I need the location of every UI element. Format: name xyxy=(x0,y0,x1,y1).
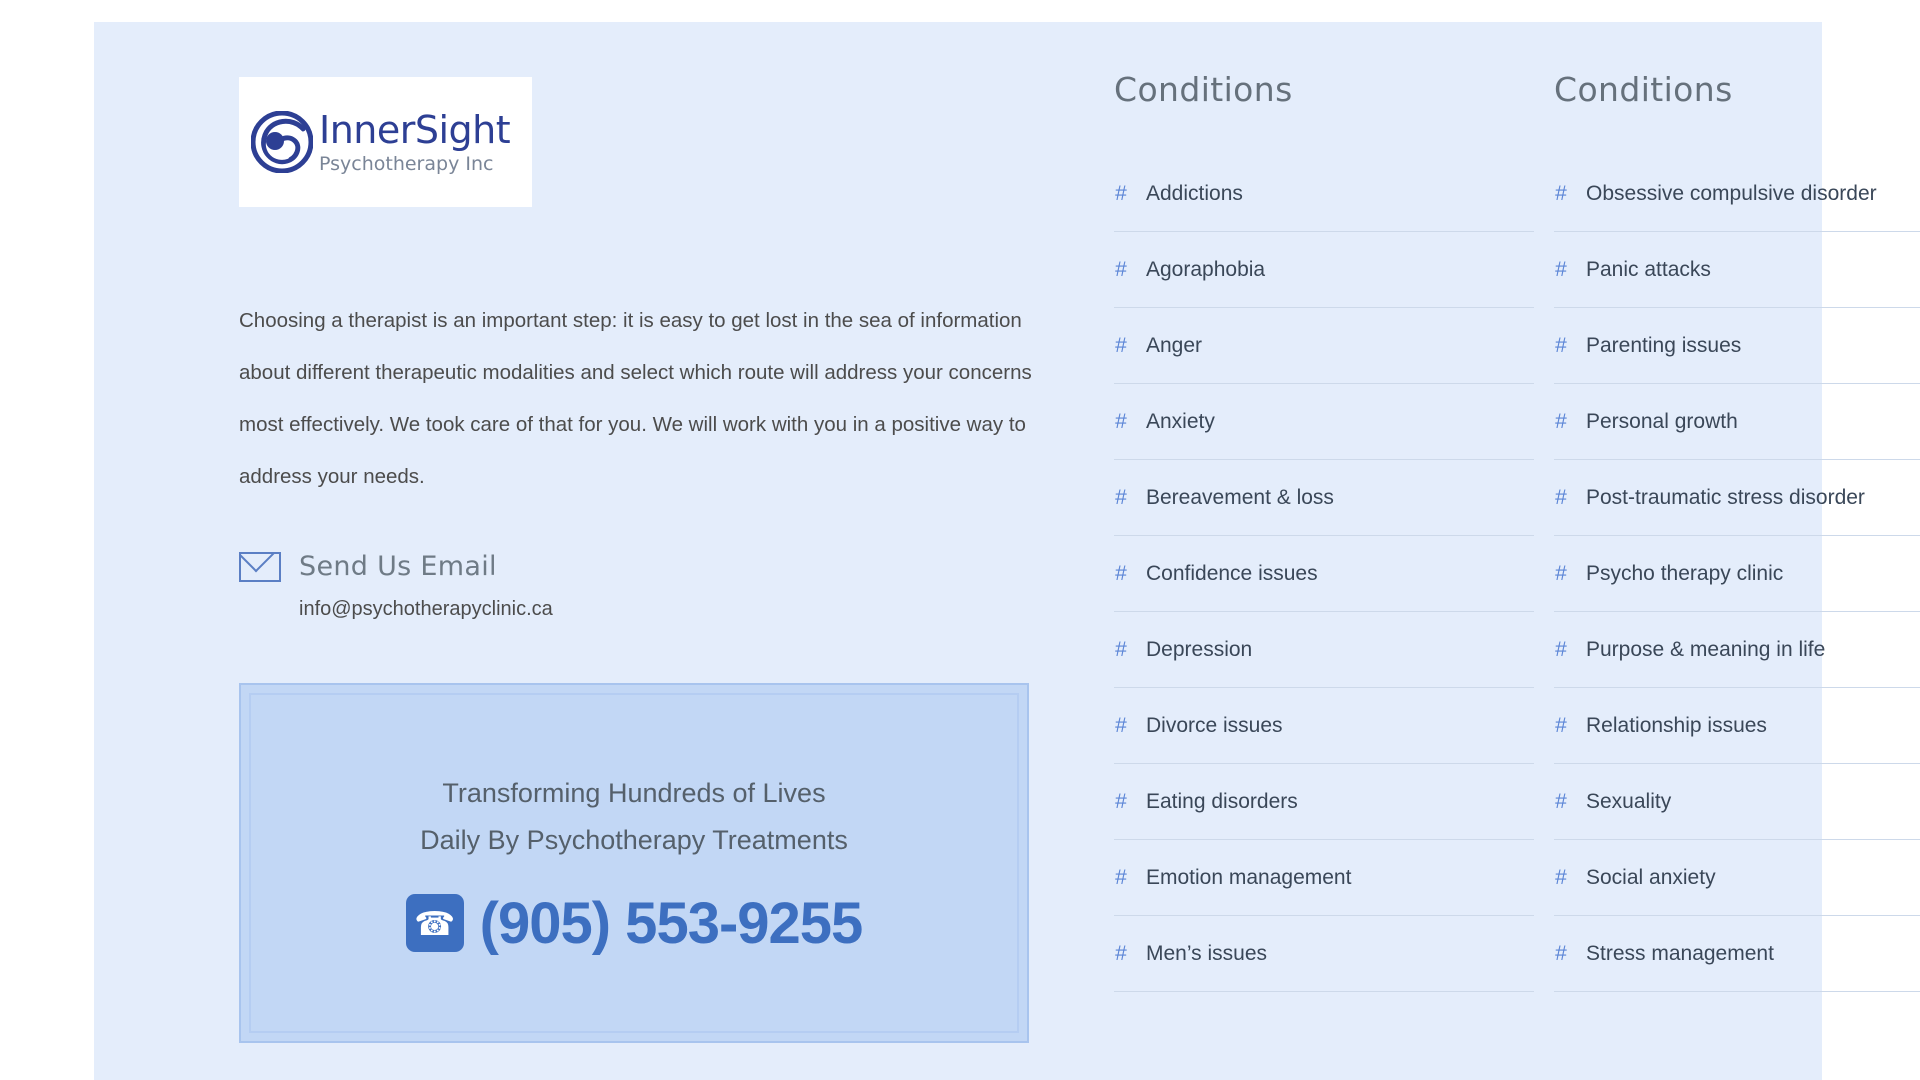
hash-icon: # xyxy=(1555,333,1567,357)
list-item[interactable] xyxy=(1114,536,1534,612)
envelope-icon xyxy=(239,552,281,582)
hash-icon: # xyxy=(1555,409,1567,433)
list-item-label: Parenting issues xyxy=(1586,333,1742,357)
hash-icon: # xyxy=(1555,485,1567,509)
brand-name: InnerSight xyxy=(319,107,511,152)
email-heading: Send Us Email xyxy=(299,551,497,582)
hash-icon: # xyxy=(1115,637,1127,661)
hash-icon: # xyxy=(1555,789,1567,813)
hash-icon: # xyxy=(1115,789,1127,813)
list-item-label: Psycho therapy clinic xyxy=(1586,561,1784,585)
list-item-label: Bereavement & loss xyxy=(1146,485,1334,509)
phone-number[interactable]: (905) 553-9255 xyxy=(479,890,863,956)
conditions-heading-1: Conditions xyxy=(1114,70,1293,109)
email-address-link[interactable]: info@psychotherapyclinic.ca xyxy=(299,598,553,620)
list-item-label: Purpose & meaning in life xyxy=(1586,637,1826,661)
list-item[interactable] xyxy=(1554,688,1920,764)
list-item[interactable] xyxy=(1114,916,1534,992)
hash-icon: # xyxy=(1555,941,1567,965)
hash-icon: # xyxy=(1115,485,1127,509)
list-item[interactable] xyxy=(1554,308,1920,384)
hash-icon: # xyxy=(1115,561,1127,585)
intro-paragraph: Choosing a therapist is an important step: it is easy to get lost in the sea of information about different therapeutic modalities and select which route will address your concerns most effectively. We took care of that for you. We will work with you in a positive way to address your needs. xyxy=(239,309,1032,488)
list-item-label: Relationship issues xyxy=(1586,713,1767,737)
list-item-label: Depression xyxy=(1146,637,1253,661)
list-item[interactable] xyxy=(1114,308,1534,384)
list-item[interactable] xyxy=(1554,612,1920,688)
list-item-label: Agoraphobia xyxy=(1146,257,1266,281)
list-item-label: Stress management xyxy=(1586,941,1774,965)
list-item[interactable] xyxy=(1114,460,1534,536)
list-item[interactable] xyxy=(1114,156,1534,232)
footer-left-column xyxy=(239,77,1039,1043)
list-item[interactable] xyxy=(1554,384,1920,460)
list-item-label: Panic attacks xyxy=(1586,257,1711,281)
list-item-label: Obsessive compulsive disorder xyxy=(1586,181,1877,205)
list-item[interactable] xyxy=(1114,764,1534,840)
hash-icon: # xyxy=(1115,941,1127,965)
footer-panel xyxy=(94,22,1877,1080)
spiral-eye-icon xyxy=(251,111,313,173)
list-item[interactable] xyxy=(1114,612,1534,688)
list-item-label: Confidence issues xyxy=(1146,561,1318,585)
conditions-column-1 xyxy=(1114,70,1534,992)
hash-icon: # xyxy=(1115,865,1127,889)
list-item[interactable] xyxy=(1554,156,1920,232)
list-item[interactable] xyxy=(1554,460,1920,536)
brand-wordmark xyxy=(319,107,511,175)
hash-icon: # xyxy=(1555,257,1567,281)
hash-icon: # xyxy=(1115,713,1127,737)
hash-icon: # xyxy=(1115,409,1127,433)
list-item[interactable] xyxy=(1114,232,1534,308)
list-item-label: Men’s issues xyxy=(1146,941,1267,965)
list-item[interactable] xyxy=(1554,840,1920,916)
list-item-label: Social anxiety xyxy=(1586,865,1716,889)
list-item-label: Eating disorders xyxy=(1146,789,1298,813)
list-item[interactable] xyxy=(1114,384,1534,460)
list-item-label: Divorce issues xyxy=(1146,713,1283,737)
list-item[interactable] xyxy=(1554,764,1920,840)
cta-line-1: Transforming Hundreds of Lives xyxy=(442,777,826,808)
hash-icon: # xyxy=(1555,181,1567,205)
hash-icon: # xyxy=(1115,333,1127,357)
conditions-column-2 xyxy=(1554,70,1920,992)
list-item[interactable] xyxy=(1554,916,1920,992)
hash-icon: # xyxy=(1555,637,1567,661)
list-item[interactable] xyxy=(1554,536,1920,612)
hash-icon: # xyxy=(1555,865,1567,889)
hash-icon: # xyxy=(1555,713,1567,737)
brand-tagline: Psychotherapy Inc xyxy=(319,152,494,175)
hash-icon: # xyxy=(1115,181,1127,205)
cta-line-2: Daily By Psychotherapy Treatments xyxy=(420,824,848,855)
list-item[interactable] xyxy=(1114,688,1534,764)
hash-icon: # xyxy=(1115,257,1127,281)
list-item-label: Anxiety xyxy=(1146,409,1215,433)
hash-icon: # xyxy=(1555,561,1567,585)
cta-inner xyxy=(249,693,1019,1033)
email-heading-row xyxy=(239,551,1039,582)
list-item-label: Post-traumatic stress disorder xyxy=(1586,485,1865,509)
brand-logo[interactable] xyxy=(239,77,532,207)
phone-icon: ☎ xyxy=(406,894,464,952)
phone-row[interactable] xyxy=(406,890,863,957)
list-item-label: Anger xyxy=(1146,333,1203,357)
conditions-heading-2: Conditions xyxy=(1554,70,1733,109)
list-item-label: Sexuality xyxy=(1586,789,1672,813)
list-item-label: Personal growth xyxy=(1586,409,1738,433)
list-item[interactable] xyxy=(1114,840,1534,916)
list-item-label: Addictions xyxy=(1146,181,1243,205)
cta-box xyxy=(239,683,1029,1043)
list-item[interactable] xyxy=(1554,232,1920,308)
list-item-label: Emotion management xyxy=(1146,865,1352,889)
